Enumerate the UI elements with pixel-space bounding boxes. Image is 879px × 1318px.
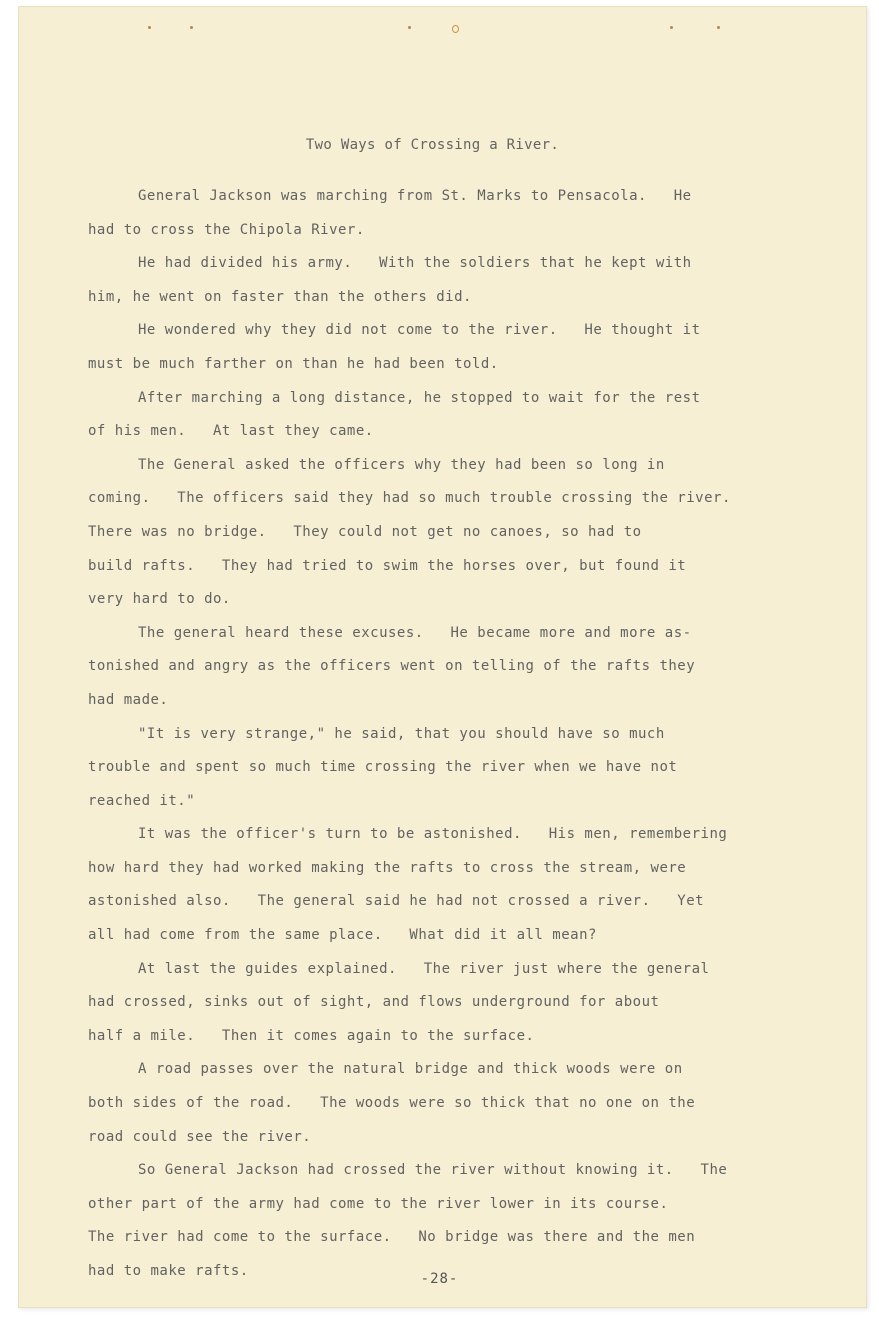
text-line: The General asked the officers why they had been so long in — [138, 456, 665, 473]
paper-speck — [148, 26, 151, 29]
text-line: At last the guides explained. The river just where the general — [138, 960, 710, 977]
text-line: had crossed, sinks out of sight, and flows underground for about — [88, 994, 660, 1011]
text-line: trouble and spent so much time crossing the river when we have not — [88, 759, 678, 776]
text-line: "It is very strange," he said, that you should have so much — [138, 725, 665, 742]
text-line: how hard they had worked making the rafts to cross the stream, were — [88, 859, 687, 876]
page-number: -28- — [420, 1271, 459, 1287]
text-line: build rafts. They had tried to swim the horses over, but found it — [88, 557, 687, 574]
text-line: had to make rafts. — [88, 1263, 249, 1279]
text-line: of his men. At last they came. — [88, 423, 374, 440]
text-line: The river had come to the surface. No bridge was there and the men — [88, 1229, 696, 1246]
text-line: He wondered why they did not come to the river. He thought it — [138, 322, 701, 339]
text-line: General Jackson was marching from St. Marks to Pensacola. He — [138, 188, 692, 204]
text-line: A road passes over the natural bridge and thick woods were on — [138, 1061, 683, 1078]
text-line: very hard to do. — [88, 591, 231, 608]
text-line: road could see the river. — [88, 1128, 312, 1145]
text-line: coming. The officers said they had so much trouble crossing the river. — [88, 490, 731, 507]
paper-speck — [190, 26, 193, 29]
text-line: had made. — [88, 691, 169, 708]
text-line: him, he went on faster than the others did. — [88, 288, 472, 305]
text-line: After marching a long distance, he stopped to wait for the rest — [138, 389, 701, 406]
text-line: reached it." — [88, 792, 196, 809]
page-title: Two Ways of Crossing a River. — [305, 137, 560, 153]
text-line: He had divided his army. With the soldiers that he kept with — [138, 255, 692, 272]
text-line: other part of the army had come to the river lower in its course. — [88, 1195, 669, 1212]
document-body — [88, 180, 848, 1289]
paper-speck — [408, 26, 411, 29]
paper-hole — [452, 25, 459, 33]
text-line: It was the officer's turn to be astonished. His men, remembering — [138, 826, 728, 843]
typewritten-page — [18, 6, 867, 1308]
text-line: The general heard these excuses. He became more and more as- — [138, 624, 692, 641]
text-line: There was no bridge. They could not get no canoes, so had to — [88, 523, 642, 540]
text-line: all had come from the same place. What did it all mean? — [88, 927, 597, 944]
text-line: tonished and angry as the officers went on telling of the rafts they — [88, 658, 696, 675]
text-line: must be much farther on than he had been told. — [88, 355, 499, 372]
text-line: half a mile. Then it comes again to the surface. — [88, 1027, 535, 1044]
text-line: both sides of the road. The woods were so thick that no one on the — [88, 1095, 696, 1112]
text-line: So General Jackson had crossed the river without knowing it. The — [138, 1162, 728, 1179]
text-line: had to cross the Chipola River. — [88, 221, 365, 238]
text-line: astonished also. The general said he had not crossed a river. Yet — [88, 893, 705, 910]
paper-speck — [670, 26, 673, 29]
paper-speck — [717, 26, 720, 29]
